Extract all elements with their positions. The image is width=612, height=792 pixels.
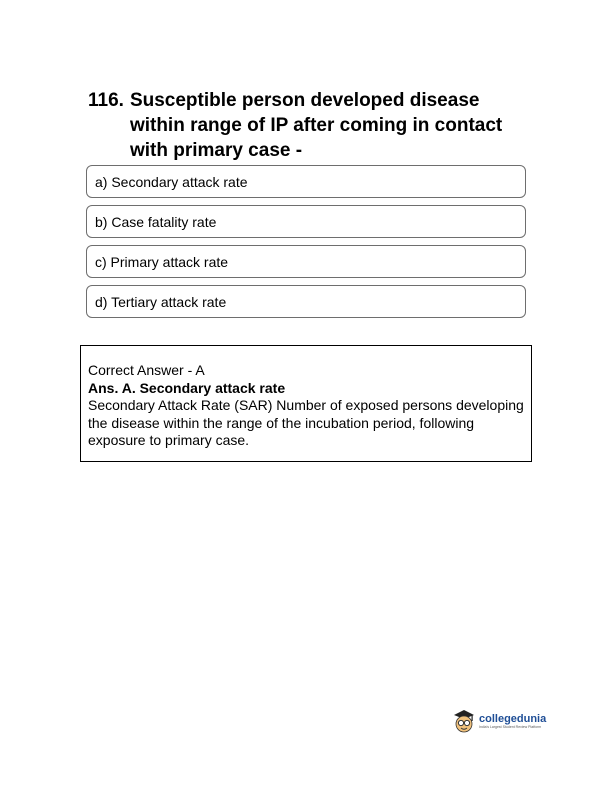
answer-explanation: Secondary Attack Rate (SAR) Number of exposed persons developing the disease within the range of the incubation period, following exposure to primary case. bbox=[88, 397, 524, 448]
option-d-label: d) Tertiary attack rate bbox=[95, 293, 227, 310]
logo-tagline: India's Largest Student Review Platform bbox=[479, 724, 542, 729]
option-b-label: b) Case fatality rate bbox=[95, 213, 217, 230]
answer-box bbox=[80, 345, 532, 462]
option-a-label: a) Secondary attack rate bbox=[95, 173, 248, 190]
question bbox=[88, 88, 538, 163]
question-number: 116. bbox=[88, 90, 124, 111]
question-text: Susceptible person developed disease within range of IP after coming in contact with primary case - bbox=[129, 90, 503, 161]
option-b[interactable] bbox=[86, 205, 526, 238]
option-c[interactable] bbox=[86, 245, 526, 278]
option-c-label: c) Primary attack rate bbox=[95, 253, 229, 270]
logo-name: collegedunia bbox=[479, 712, 547, 725]
option-d[interactable] bbox=[86, 285, 526, 318]
options-list bbox=[86, 165, 526, 325]
correct-answer-line: Correct Answer - A bbox=[88, 362, 205, 378]
collegedunia-logo bbox=[452, 704, 562, 738]
option-a[interactable] bbox=[86, 165, 526, 198]
graduate-mascot-icon bbox=[452, 708, 476, 734]
answer-title: Ans. A. Secondary attack rate bbox=[88, 379, 286, 396]
